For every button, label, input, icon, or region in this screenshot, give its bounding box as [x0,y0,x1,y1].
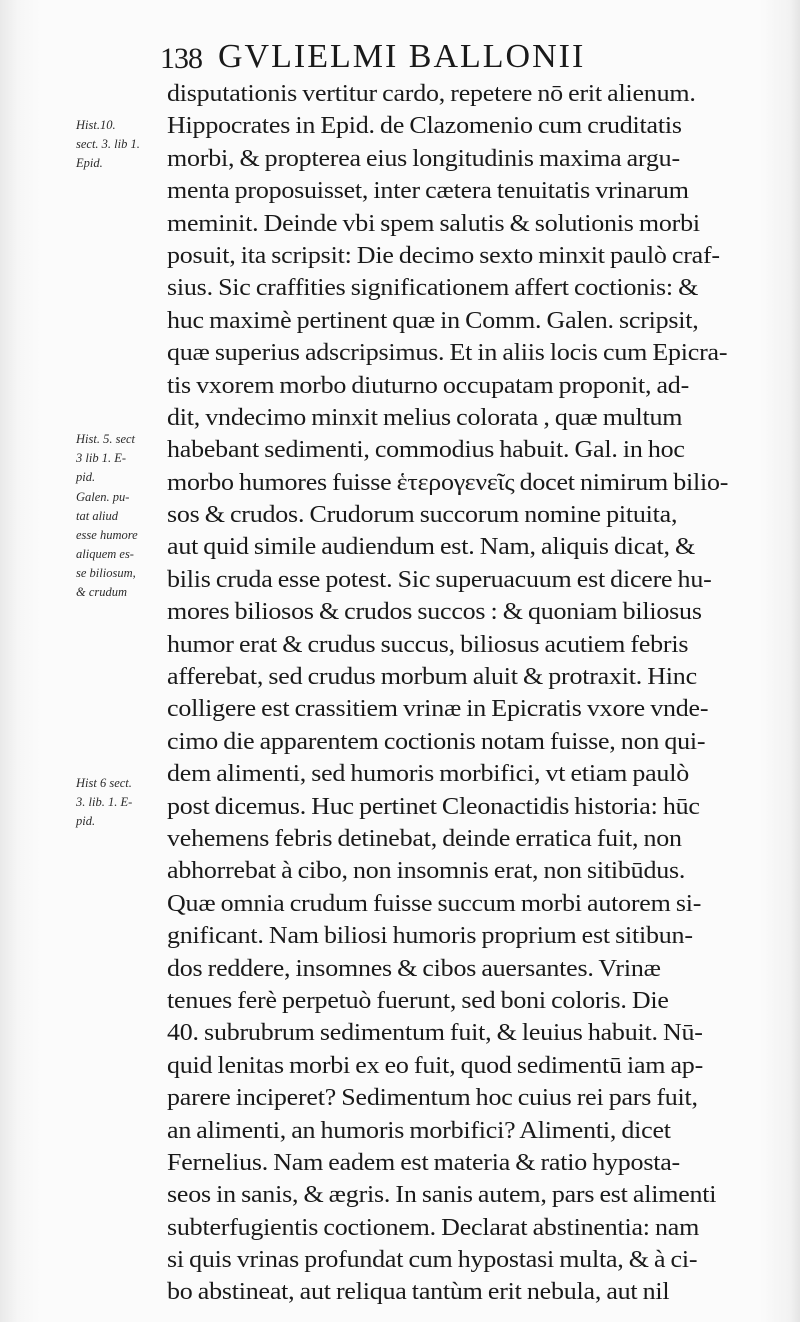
text-line: meminit. Deinde vbi spem salutis & solutionis morbi [167,209,700,237]
marginal-note-line: aliquem es- [76,547,134,561]
text-line: seos in sanis, & ægris. In sanis autem, pars est alimenti [167,1181,717,1209]
marginal-note-line: & crudum [76,585,128,599]
marginal-note-line: Epid. [76,156,103,170]
marginal-note-line: tat aliud [76,509,119,523]
text-line: bo abstineat, aut reliqua tantùm erit nebula, aut nil [167,1278,670,1306]
text-line: quid lenitas morbi ex eo fuit, quod sedimentū iam ap- [167,1051,704,1079]
marginal-note-line: Hist. 5. sect [76,432,136,446]
text-line: an alimenti, an humoris morbifici? Alimenti, dicet [167,1116,671,1144]
text-line: sos & crudos. Crudorum succorum nomine pituita, [167,501,678,529]
text-line: vehemens febris detinebat, deinde erratica fuit, non [167,824,682,852]
marginal-note-line: esse humore [76,528,138,542]
marginal-note-line: se biliosum, [76,566,136,580]
text-line: dit, vndecimo minxit melius colorata , quæ multum [167,403,683,431]
marginal-note-line: pid. [76,814,96,828]
marginal-note-line: pid. [76,470,96,484]
text-line: si quis vrinas profundat cum hypostasi multa, & à ci- [167,1246,698,1274]
marginal-note-line: Hist 6 sect. [76,776,132,790]
text-line: aut quid simile audiendum est. Nam, aliquis dicat, & [167,533,695,561]
text-line: huc maximè pertinent quæ in Comm. Galen. scripsit, [167,306,699,334]
text-line: mores biliosos & crudos succos : & quoniam biliosus [167,598,702,626]
running-head [160,34,780,82]
text-line: parere inciperet? Sedimentum hoc cuius rei pars fuit, [167,1084,698,1112]
text-line: subterfugientis coctionem. Declarat abstinentia: nam [167,1213,700,1241]
text-line: morbi, & propterea eius longitudinis maxima argu- [167,144,680,172]
running-title: GVLIELMI BALLONII [218,38,586,75]
text-line: Hippocrates in Epid. de Clazomenio cum cruditatis [167,112,682,140]
text-line: afferebat, sed crudus morbum aluit & protraxit. Hinc [167,663,697,691]
marginal-note-line: sect. 3. lib 1. [76,137,140,151]
text-line: humor erat & crudus succus, biliosus acutiem febris [167,630,689,658]
text-line: colligere est crassitiem vrinæ in Epicratis vxore vnde- [167,695,709,723]
marginal-note-3 [76,488,168,602]
text-line: Quæ omnia crudum fuisse succum morbi autorem si- [167,889,702,917]
text-line: post dicemus. Huc pertinet Cleonactidis historia: hūc [167,792,700,820]
text-line: menta proposuisset, inter cætera tenuitatis vrinarum [167,177,689,205]
text-line: 40. subrubrum sedimentum fuit, & leuius habuit. Nū- [167,1019,703,1047]
text-line: morbo humores fuisse ἑτερογενεῖς docet nimirum bilio- [167,468,729,496]
text-line: posuit, ita scripsit: Die decimo sexto minxit paulò craf- [167,241,720,269]
marginal-note-line: 3 lib 1. E- [76,451,126,465]
text-line: dem alimenti, sed humoris morbifici, vt etiam paulò [167,760,689,788]
marginal-note-4 [76,774,168,831]
marginal-note-line: 3. lib. 1. E- [76,795,133,809]
text-line: sius. Sic craffities significationem affert coctionis: & [167,274,699,302]
text-line: gnificant. Nam biliosi humoris proprium est sitibun- [167,922,693,950]
text-line: cimo die apparentem coctionis notam fuisse, non qui- [167,727,706,755]
text-line: bilis cruda esse potest. Sic superuacuum est dicere hu- [167,565,712,593]
text-line: dos reddere, insomnes & cibos auersantes. Vrinæ [167,954,661,982]
text-line: tis vxorem morbo diuturno occupatam proponit, ad- [167,371,690,399]
marginal-note-2 [76,430,168,487]
text-line: tenues ferè perpetuò fuerunt, sed boni coloris. Die [167,986,669,1014]
body-text [167,78,773,1309]
text-line: abhorrebat à cibo, non insomnis erat, non sitibūdus. [167,857,686,885]
marginal-note-line: Hist.10. [76,118,116,132]
marginal-note-line: Galen. pu- [76,490,130,504]
text-line: habebant sedimenti, commodius habuit. Gal. in hoc [167,436,685,464]
text-line: Fernelius. Nam eadem est materia & ratio hyposta- [167,1148,680,1176]
text-line: disputationis vertitur cardo, repetere nō erit alienum. [167,80,696,107]
text-line: quæ superius adscripsimus. Et in aliis locis cum Epicra- [167,339,728,367]
page-number: 138 [160,42,202,75]
marginal-note-1 [76,116,168,173]
